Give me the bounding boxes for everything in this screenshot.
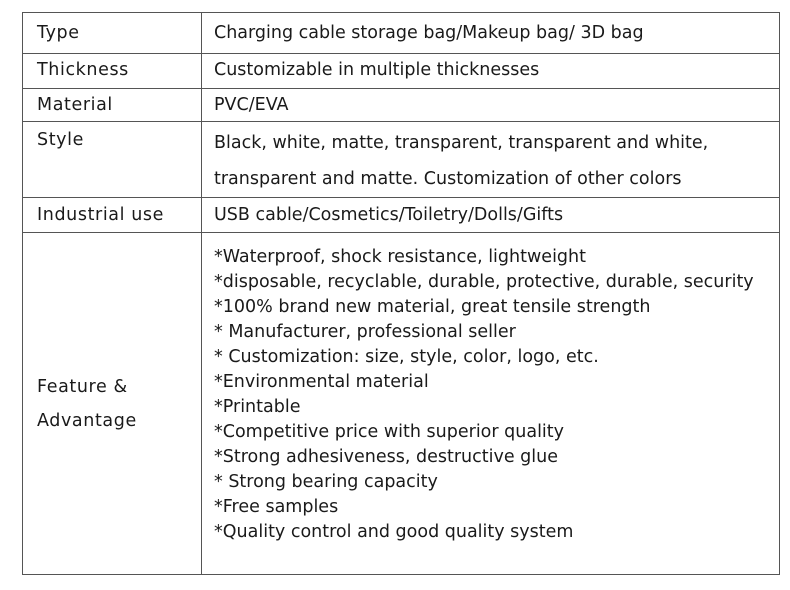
feature-item: *Competitive price with superior quality	[214, 422, 565, 442]
row-label-style	[23, 122, 202, 198]
feature-item: *Waterproof, shock resistance, lightweight	[214, 247, 586, 267]
feature-item: *Environmental material	[214, 372, 429, 392]
label-line: Material	[37, 95, 113, 115]
table-row-thickness	[23, 54, 780, 89]
feature-item: *Quality control and good quality system	[214, 522, 574, 542]
row-value-feature-advantage	[202, 233, 780, 575]
row-label-feature-advantage	[23, 233, 202, 575]
feature-item: *disposable, recyclable, durable, protective, durable, security	[214, 272, 754, 292]
table-row-feature-advantage	[23, 233, 780, 575]
table-row-industrial-use	[23, 198, 780, 233]
feature-item: * Strong bearing capacity	[214, 472, 438, 492]
label-line: Type	[37, 23, 80, 43]
value-line: Customizable in multiple thicknesses	[214, 60, 540, 80]
row-value-style	[202, 122, 780, 198]
row-label-material	[23, 89, 202, 122]
row-value-type	[202, 13, 780, 54]
value-line: USB cable/Cosmetics/Toiletry/Dolls/Gifts	[214, 205, 564, 225]
feature-item: *100% brand new material, great tensile strength	[214, 297, 651, 317]
feature-item: *Printable	[214, 397, 301, 417]
row-value-industrial-use	[202, 198, 780, 233]
table-row-material	[23, 89, 780, 122]
value-line: transparent and matte. Customization of other colors	[214, 169, 682, 189]
value-line: Charging cable storage bag/Makeup bag/ 3D bag	[214, 23, 644, 43]
table-row-style	[23, 122, 780, 198]
feature-item: *Strong adhesiveness, destructive glue	[214, 447, 559, 467]
feature-item: *Free samples	[214, 497, 339, 517]
feature-item: * Customization: size, style, color, logo, etc.	[214, 347, 599, 367]
row-label-thickness	[23, 54, 202, 89]
feature-item: * Manufacturer, professional seller	[214, 322, 516, 342]
row-label-type	[23, 13, 202, 54]
label-line: Industrial use	[37, 205, 165, 225]
label-line: Advantage	[37, 410, 137, 431]
label-line: Thickness	[37, 60, 129, 80]
label-line: Style	[37, 130, 84, 150]
value-line: Black, white, matte, transparent, transparent and white,	[214, 133, 709, 153]
spec-table	[22, 12, 780, 575]
row-label-industrial-use	[23, 198, 202, 233]
label-line: Feature &	[37, 376, 128, 397]
row-value-material	[202, 89, 780, 122]
row-value-thickness	[202, 54, 780, 89]
table-row-type	[23, 13, 780, 54]
value-line: PVC/EVA	[214, 95, 289, 115]
